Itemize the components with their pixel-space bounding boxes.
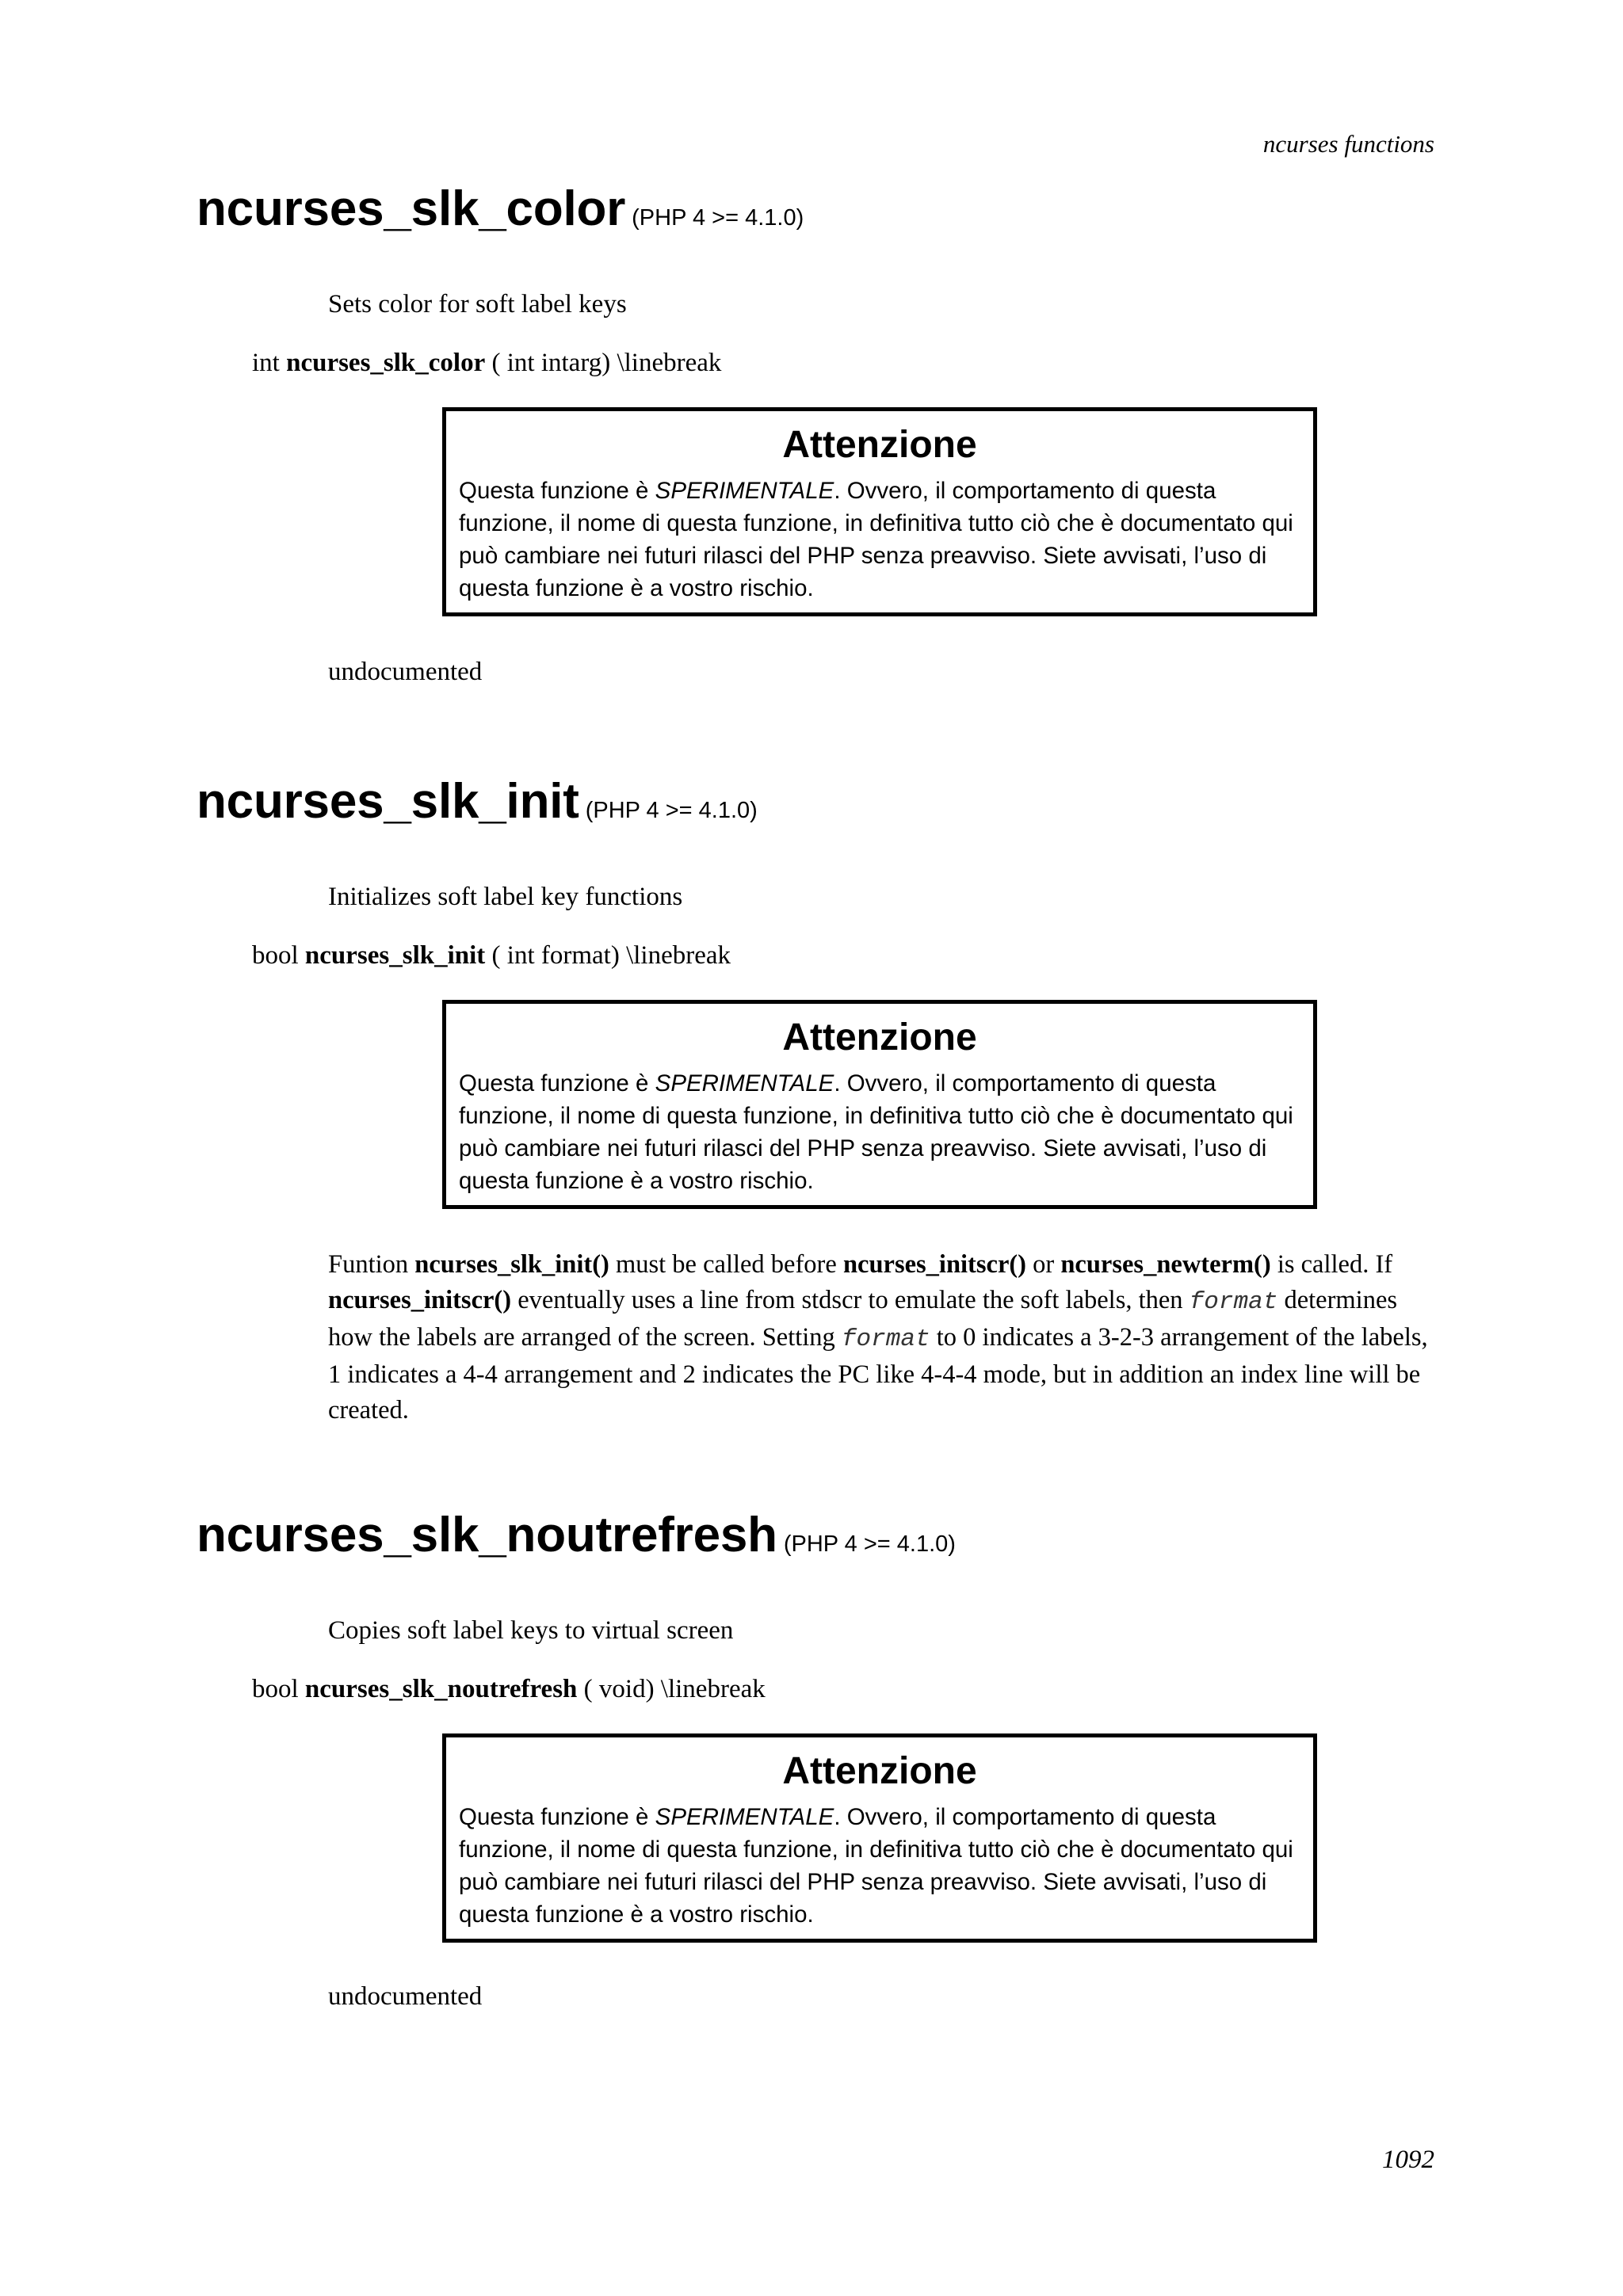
- function-reference: ncurses_initscr(): [328, 1286, 512, 1314]
- function-reference: ncurses_slk_init(): [414, 1250, 609, 1279]
- function-note: undocumented: [328, 658, 483, 686]
- function-version: (PHP 4 >= 4.1.0): [632, 205, 804, 231]
- warning-text: Questa funzione è SPERIMENTALE. Ovvero, il comportamento di questa funzione, il nome di questa funzione, in definitiva tutto ciò che è documentato qui può cambiare nei futuri rilasci del PHP senza preavviso. Siete avvisati, l’uso di questa funzione è a vostro rischio.: [459, 1804, 1293, 1928]
- return-type: int: [252, 349, 287, 377]
- synopsis-function-name: ncurses_slk_color: [286, 349, 486, 377]
- function-reference: ncurses_newterm(): [1060, 1250, 1271, 1279]
- warning-box: [442, 1733, 1317, 1943]
- page-number: 1092: [1382, 2145, 1434, 2174]
- function-description: Funtion ncurses_slk_init() must be called before ncurses_initscr() or ncurses_newterm() is called. If ncurses_initscr() eventually uses a line from stdscr to emulate the soft labels, then format determines how the labels are arranged of the screen. Setting format to 0 indicates a 3-2-3 arrangement of the labels, 1 indicates a 4-4 arrangement and 2 indicates the PC like 4-4-4 mode, but in addition an index line will be created.: [328, 1250, 1428, 1425]
- function-synopsis: [252, 1675, 766, 1704]
- function-reference: ncurses_initscr(): [842, 1250, 1027, 1279]
- function-name: ncurses_slk_noutrefresh: [197, 1508, 777, 1562]
- warning-box: [442, 407, 1317, 616]
- warning-emphasis: SPERIMENTALE: [655, 478, 834, 504]
- warning-title: Attenzione: [782, 424, 977, 466]
- function-synopsis: [252, 349, 721, 378]
- warning-title: Attenzione: [782, 1750, 977, 1792]
- warning-emphasis: SPERIMENTALE: [655, 1070, 834, 1097]
- parameter-reference: format: [1189, 1288, 1278, 1316]
- function-name: ncurses_slk_color: [197, 181, 626, 236]
- synopsis-params: ( int intarg) \linebreak: [485, 349, 722, 377]
- function-title: [197, 773, 758, 830]
- synopsis-function-name: ncurses_slk_init: [304, 941, 486, 970]
- function-note: undocumented: [328, 1982, 483, 2011]
- synopsis-params: ( void) \linebreak: [577, 1675, 766, 1703]
- warning-text: Questa funzione è SPERIMENTALE. Ovvero, il comportamento di questa funzione, il nome di questa funzione, in definitiva tutto ciò che è documentato qui può cambiare nei futuri rilasci del PHP senza preavviso. Siete avvisati, l’uso di questa funzione è a vostro rischio.: [459, 478, 1293, 601]
- function-title: [197, 181, 804, 237]
- warning-title: Attenzione: [782, 1016, 977, 1058]
- function-version: (PHP 4 >= 4.1.0): [783, 1531, 956, 1557]
- return-type: bool: [252, 941, 305, 970]
- synopsis-params: ( int format) \linebreak: [485, 941, 731, 970]
- return-type: bool: [252, 1675, 305, 1703]
- function-version: (PHP 4 >= 4.1.0): [585, 798, 758, 823]
- parameter-reference: format: [841, 1325, 930, 1353]
- synopsis-function-name: ncurses_slk_noutrefresh: [304, 1675, 578, 1703]
- running-header: ncurses functions: [1262, 130, 1434, 158]
- warning-text: Questa funzione è SPERIMENTALE. Ovvero, il comportamento di questa funzione, il nome di questa funzione, in definitiva tutto ciò che è documentato qui può cambiare nei futuri rilasci del PHP senza preavviso. Siete avvisati, l’uso di questa funzione è a vostro rischio.: [459, 1070, 1293, 1194]
- function-name: ncurses_slk_init: [197, 774, 579, 829]
- function-synopsis: [252, 941, 731, 971]
- function-purpose: Copies soft label keys to virtual screen: [328, 1616, 734, 1645]
- function-title: [197, 1507, 956, 1563]
- warning-emphasis: SPERIMENTALE: [655, 1804, 834, 1830]
- warning-box: [442, 1000, 1317, 1209]
- function-purpose: Initializes soft label key functions: [328, 883, 683, 911]
- function-purpose: Sets color for soft label keys: [328, 290, 627, 318]
